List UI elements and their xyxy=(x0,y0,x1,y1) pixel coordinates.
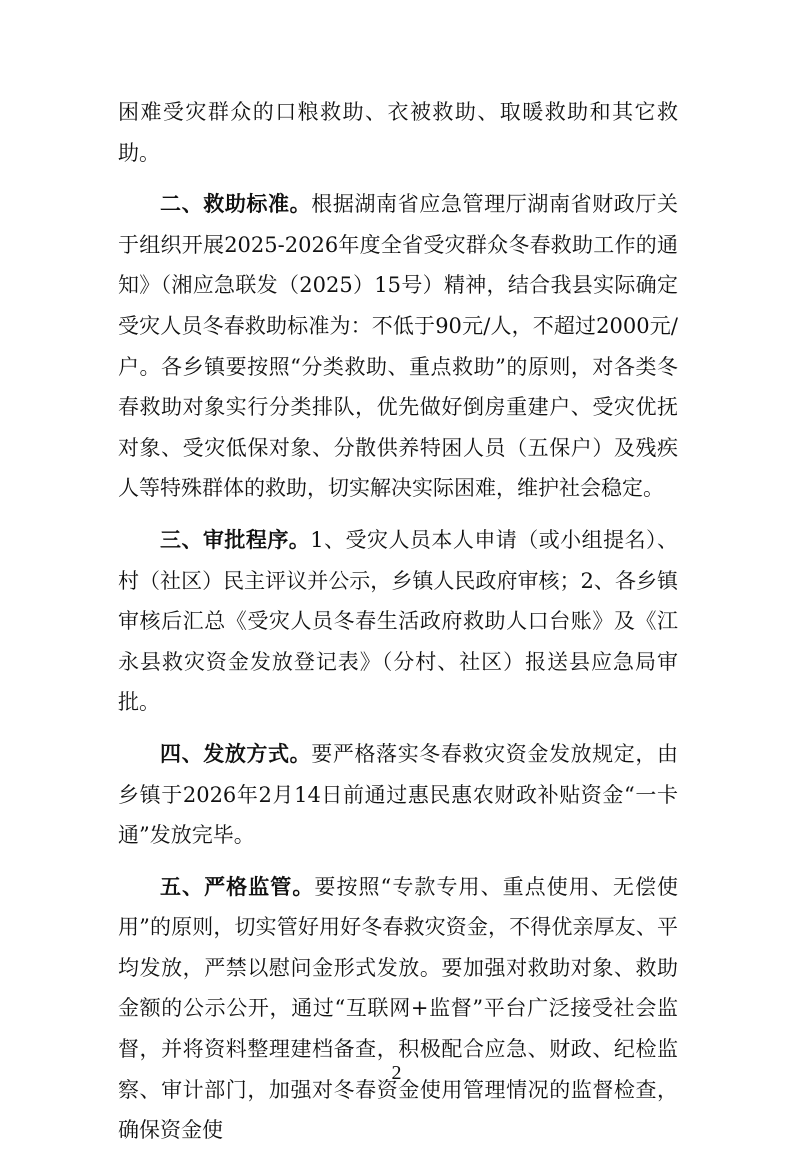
paragraph-strict-supervision xyxy=(118,867,678,1151)
section-heading: 五、严格监管。 xyxy=(160,874,315,899)
section-heading: 二、救助标准。 xyxy=(160,192,312,217)
paragraph-text: 1、受灾人员本人申请（或小组提名）、村（社区）民主评议并公示，乡镇人民政府审核；2、各乡镇审核后汇总《受灾人员冬春生活政府救助人口台账》及《江永县救灾资金发放登记表》（分村、社区）报送县应急局审批。 xyxy=(118,527,679,715)
paragraph-text: 要按照“专款专用、重点使用、无偿使用”的原则，切实管好用好冬春救灾资金，不得优亲厚友、平均发放，严禁以慰问金形式发放。要加强对救助对象、救助金额的公示公开，通过“互联网+监督”平台广泛接受社会监督，并将资料整理建档备查，积极配合应急、财政、纪检监察、审计部门，加强对冬春资金使用管理情况的监督检查，确保资金使 xyxy=(118,874,679,1143)
paragraph-text: 困难受灾群众的口粮救助、衣被救助、取暖救助和其它救助。 xyxy=(118,100,678,165)
paragraph-approval-procedure xyxy=(118,520,678,723)
paragraph-distribution-method xyxy=(118,734,678,856)
paragraph-relief-types xyxy=(118,92,678,173)
page-number: 2 xyxy=(391,1062,402,1084)
paragraph-relief-standard xyxy=(118,184,678,509)
document-body xyxy=(118,92,678,1162)
paragraph-text: 根据湖南省应急管理厅湖南省财政厅关于组织开展2025-2026年度全省受灾群众冬春救助工作的通知》（湘应急联发（2025）15号）精神，结合我县实际确定受灾人员冬春救助标准为：不低于90元/人，不超过2000元/户。各乡镇要按照“分类救助、重点救助”的原则，对各类冬春救助对象实行分类排队，优先做好倒房重建户、受灾优抚对象、受灾低保对象、分散供养特困人员（五保户）及残疾人等特殊群体的救助，切实解决实际困难，维护社会稳定。 xyxy=(118,192,679,501)
section-heading: 三、审批程序。 xyxy=(160,527,311,552)
section-heading: 四、发放方式。 xyxy=(160,741,312,766)
paragraph-text: 要严格落实冬春救灾资金发放规定，由乡镇于2026年2月14日前通过惠民惠农财政补贴资金“一卡通”发放完毕。 xyxy=(118,741,679,848)
